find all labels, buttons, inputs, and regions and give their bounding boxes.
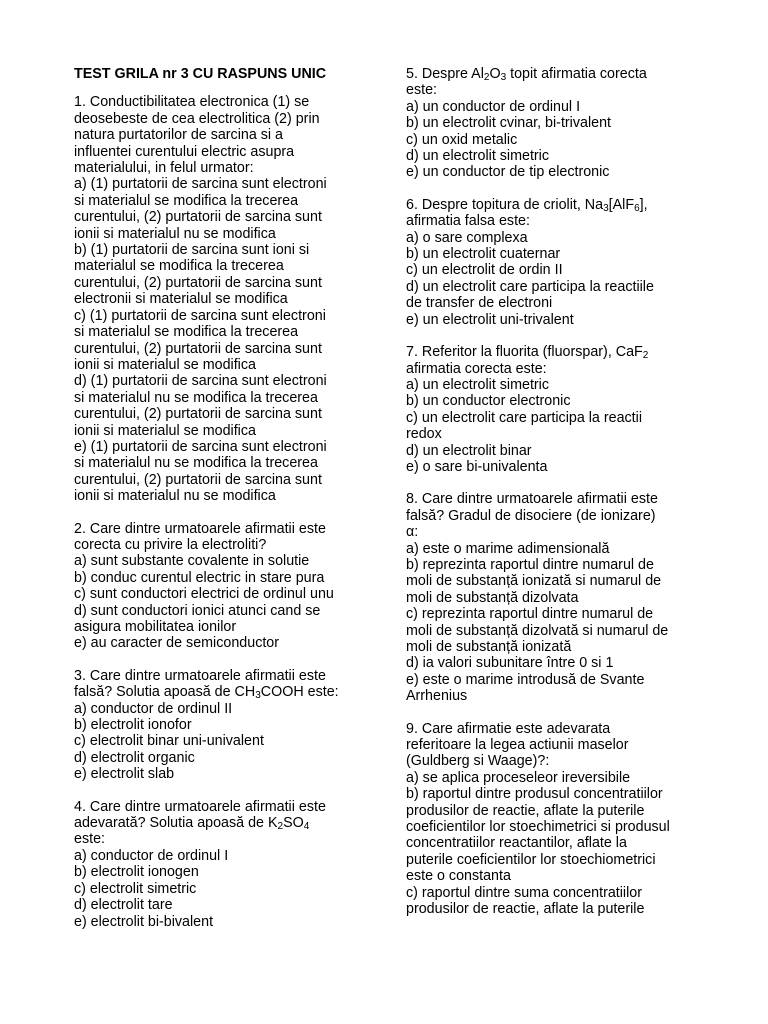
question-line: d) ia valori subunitare între 0 si 1	[406, 655, 614, 672]
question-block	[74, 521, 366, 652]
question-line: Arrhenius	[406, 688, 468, 705]
question-line: b) reprezinta raportul dintre numarul de	[406, 556, 654, 573]
question-line: c) un oxid metalic	[406, 131, 518, 148]
question-line: este o constanta	[406, 868, 511, 885]
question-line: afirmatia corecta este:	[406, 360, 547, 377]
question-line: c) electrolit simetric	[74, 880, 197, 897]
question-line: curentului, (2) purtatorii de sarcina sunt	[74, 274, 322, 291]
question-line: e) o sare bi-univalenta	[406, 458, 548, 475]
question-line: si materialul nu se modifica la trecerea	[74, 455, 318, 472]
question-line: a) un conductor de ordinul I	[406, 98, 581, 115]
question-line: d) un electrolit binar	[406, 442, 532, 459]
question-text: 5. Despre $Al_2O_3$ topit afirmatia corecta	[406, 66, 647, 83]
question-line: moli de substanță ionizată	[406, 639, 572, 655]
question-line: b) un electrolit cuaternar	[406, 246, 561, 263]
question-line: d) electrolit tare	[74, 897, 173, 914]
right-column	[406, 66, 698, 934]
left-column	[74, 66, 366, 946]
question-line: ionii si materialul nu se modifica	[74, 488, 276, 505]
question-line: a) (1) purtatorii de sarcina sunt electroni	[74, 176, 327, 193]
question-line: corecta cu privire la electroliti?	[74, 536, 267, 553]
question-line: redox	[406, 426, 442, 443]
question-line: c) un electrolit care participa la reactii	[406, 409, 642, 426]
question-block	[74, 799, 366, 930]
question-line: b) un electrolit cvinar, bi-trivalent	[406, 115, 612, 132]
question-text: 8. Care dintre urmatoarele afirmatii este	[406, 491, 658, 508]
question-line: b) (1) purtatorii de sarcina sunt ioni si	[74, 242, 310, 259]
question-line: a) conductor de ordinul II	[74, 700, 233, 717]
question-line: e) electrolit bi-bivalent	[74, 913, 214, 930]
question-line: b) un conductor electronic	[406, 393, 571, 410]
question-text: 9. Care afirmatie este adevarata	[406, 720, 611, 737]
question-line: b) electrolit ionofor	[74, 717, 192, 734]
question-line: ionii si materialul se modifica	[74, 422, 256, 439]
question-line: e) un electrolit uni-trivalent	[406, 311, 574, 328]
question-block	[406, 721, 698, 918]
question-line: produsilor de reactie, aflate la puterile	[406, 901, 645, 918]
question-block	[406, 344, 698, 475]
question-text: 7. Referitor la fluorita (fluorspar), CaF$_2$	[406, 344, 649, 362]
question-line: e) (1) purtatorii de sarcina sunt electroni	[74, 438, 327, 455]
question-text: 6. Despre topitura de criolit, $Na_3[AlF_6]$,	[406, 196, 648, 214]
question-text: 3. Care dintre urmatoarele afirmatii este	[74, 667, 326, 684]
left-questions	[74, 94, 366, 930]
right-questions	[406, 66, 698, 918]
question-line: a) o sare complexa	[406, 229, 528, 246]
question-line: curentului, (2) purtatorii de sarcina sunt	[74, 209, 322, 226]
question-line: α:	[406, 524, 419, 541]
question-line: d) un electrolit care participa la reactiile	[406, 278, 654, 295]
question-line: c) un electrolit de ordin II	[406, 262, 563, 279]
question-line: d) un electrolit simetric	[406, 148, 550, 165]
question-line: d) electrolit organic	[74, 749, 195, 766]
question-line: c) reprezinta raportul dintre numarul de	[406, 606, 654, 623]
question-line: c) (1) purtatorii de sarcina sunt electroni	[74, 307, 326, 324]
question-line: referitoare la legea actiunii maselor	[406, 737, 629, 754]
question-text: 1. Conductibilitatea electronica (1) se	[74, 94, 310, 111]
question-text: 2. Care dintre urmatoarele afirmatii este	[74, 520, 326, 537]
question-line: moli de substanță dizolvata	[406, 589, 579, 606]
question-line: asigura mobilitatea ionilor	[74, 619, 237, 635]
question-block	[74, 94, 366, 504]
question-line: puterile coeficientilor lor stoechiometrici	[406, 851, 656, 868]
question-line: influentei curentului electric asupra	[74, 143, 295, 160]
question-line: curentului, (2) purtatorii de sarcina sunt	[74, 406, 322, 423]
question-line: d) (1) purtatorii de sarcina sunt electroni	[74, 373, 327, 390]
question-line: a) un electrolit simetric	[406, 376, 550, 393]
question-line: adevarată? Solutia apoasă de $K_2SO_4$	[74, 815, 310, 833]
question-line: de transfer de electroni	[406, 295, 553, 312]
question-line: coeficientilor lor stoechimetrici si produsul	[406, 819, 670, 836]
question-line: curentului, (2) purtatorii de sarcina sunt	[74, 471, 322, 488]
question-line: curentului, (2) purtatorii de sarcina sunt	[74, 340, 322, 357]
question-line: materialul se modifica la trecerea	[74, 258, 284, 275]
question-line: este:	[406, 82, 437, 99]
question-line: e) au caracter de semiconductor	[74, 635, 280, 652]
question-line: natura purtatorilor de sarcina si a	[74, 127, 284, 144]
question-line: ionii si materialul nu se modifica	[74, 225, 276, 242]
test-title: TEST GRILA nr 3 CU RASPUNS UNIC	[74, 66, 327, 82]
question-line: si materialul se modifica la trecerea	[74, 324, 299, 341]
question-block	[74, 668, 366, 783]
question-block	[406, 66, 698, 181]
question-line: c) raportul dintre suma concentratiilor	[406, 884, 642, 901]
question-line: a) conductor de ordinul I	[74, 847, 229, 864]
question-line: (Guldberg si Waage)?:	[406, 753, 550, 770]
question-line: d) sunt conductori ionici atunci cand se	[74, 602, 321, 619]
question-block	[406, 491, 698, 704]
question-line: b) electrolit ionogen	[74, 864, 199, 881]
question-line: falsă? Solutia apoasă de $CH_3COOH$ este:	[74, 684, 339, 702]
question-block	[406, 197, 698, 328]
question-line: electronii si materialul se modifica	[74, 291, 288, 308]
question-line: deosebeste de cea electrolitica (2) prin	[74, 110, 320, 127]
question-line: moli de substanță dizolvată si numarul de	[406, 622, 669, 639]
question-line: si materialul nu se modifica la trecerea	[74, 389, 318, 406]
question-line: e) este o marime introdusă de Svante	[406, 671, 645, 688]
question-line: falsă? Gradul de disociere (de ionizare)	[406, 507, 656, 524]
question-line: a) este o marime adimensională	[406, 540, 610, 557]
question-line: si materialul se modifica la trecerea	[74, 192, 299, 209]
question-line: ionii si materialul se modifica	[74, 356, 256, 373]
question-line: e) un conductor de tip electronic	[406, 164, 610, 181]
question-line: moli de substanță ionizată si numarul de	[406, 573, 662, 590]
question-line: concentratiilor reactantilor, aflate la	[406, 835, 627, 852]
question-line: c) electrolit binar uni-univalent	[74, 733, 264, 750]
question-line: materialului, in felul urmator:	[74, 160, 254, 177]
question-line: e) electrolit slab	[74, 766, 175, 783]
question-line: este:	[74, 831, 105, 848]
question-text: 4. Care dintre urmatoarele afirmatii este	[74, 798, 326, 815]
question-line: produsilor de reactie, aflate la puterile	[406, 802, 645, 819]
question-line: b) raportul dintre produsul concentratiilor	[406, 786, 663, 803]
question-line: a) se aplica proceseleor ireversibile	[406, 769, 631, 786]
question-line: b) conduc curentul electric in stare pura	[74, 569, 325, 586]
question-line: afirmatia falsa este:	[406, 213, 530, 230]
question-line: a) sunt substante covalente in solutie	[74, 553, 310, 570]
question-line: c) sunt conductori electrici de ordinul unu	[74, 586, 334, 603]
